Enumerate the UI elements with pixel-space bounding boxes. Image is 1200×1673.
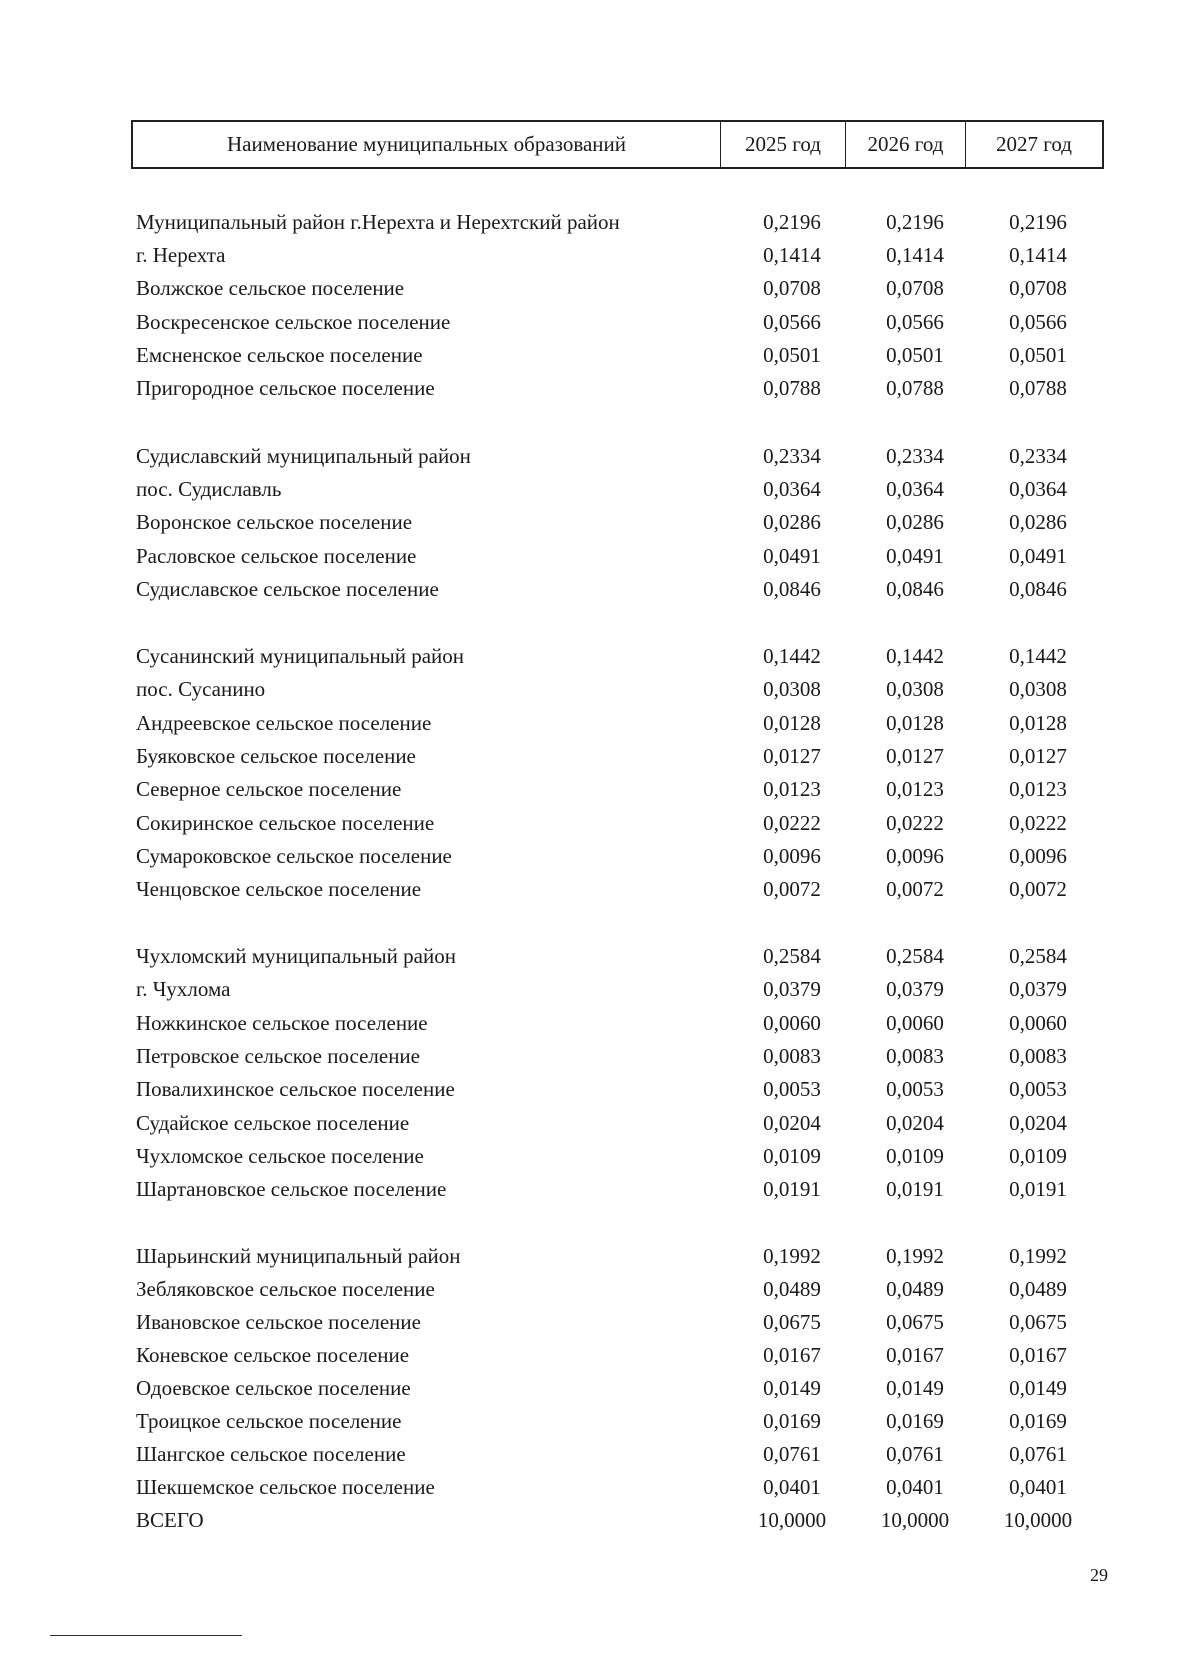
footnote-divider <box>50 1635 242 1636</box>
row-value-2025: 0,0167 <box>763 1343 821 1367</box>
row-value-2025: 0,0401 <box>763 1475 821 1499</box>
table-row <box>0 1040 1200 1072</box>
row-value-2026: 0,0379 <box>886 977 944 1001</box>
row-name: пос. Сусанино <box>136 677 266 701</box>
table-row <box>0 440 1200 472</box>
row-name: Судиславский муниципальный район <box>136 444 471 468</box>
row-name: Шекшемское сельское поселение <box>136 1475 435 1499</box>
header-name-column: Наименование муниципальных образований <box>133 122 721 167</box>
row-value-2025: 0,0149 <box>763 1376 821 1400</box>
row-value-2027: 0,0096 <box>1009 844 1067 868</box>
row-value-2025: 0,0489 <box>763 1277 821 1301</box>
table-row <box>0 1140 1200 1172</box>
row-value-2026: 0,0675 <box>886 1310 944 1334</box>
row-value-2026: 0,0489 <box>886 1277 944 1301</box>
table-row <box>0 573 1200 605</box>
table-row <box>0 1240 1200 1272</box>
table-row <box>0 1339 1200 1371</box>
row-name: пос. Судиславль <box>136 477 282 501</box>
row-value-2027: 0,0566 <box>1009 310 1067 334</box>
row-name: Волжское сельское поселение <box>136 276 405 300</box>
row-value-2025: 0,0204 <box>763 1111 821 1135</box>
row-name: Чухломское сельское поселение <box>136 1144 424 1168</box>
table-row <box>0 673 1200 705</box>
row-value-2027: 0,2196 <box>1009 210 1067 234</box>
row-name: Коневское сельское поселение <box>136 1343 410 1367</box>
row-value-2026: 0,0846 <box>886 577 944 601</box>
header-2025-column: 2025 год <box>721 122 846 167</box>
row-value-2025: 0,0123 <box>763 777 821 801</box>
row-value-2025: 0,0379 <box>763 977 821 1001</box>
row-name: Воскресенское сельское поселение <box>136 310 451 334</box>
row-value-2025: 0,0364 <box>763 477 821 501</box>
table-row <box>0 1107 1200 1139</box>
table-row <box>0 272 1200 304</box>
table-row <box>0 506 1200 538</box>
table-row <box>0 1372 1200 1404</box>
table-row <box>0 1471 1200 1503</box>
table-row <box>0 1273 1200 1305</box>
row-value-2025: 0,2196 <box>763 210 821 234</box>
row-name: Ивановское сельское поселение <box>136 1310 421 1334</box>
header-2026-column: 2026 год <box>846 122 966 167</box>
row-value-2026: 0,0191 <box>886 1177 944 1201</box>
table-row <box>0 239 1200 271</box>
row-name: Судиславское сельское поселение <box>136 577 439 601</box>
row-value-2027: 0,0491 <box>1009 544 1067 568</box>
row-value-2026: 0,0169 <box>886 1409 944 1433</box>
table-header <box>131 120 1104 169</box>
row-value-2025: 0,0491 <box>763 544 821 568</box>
row-value-2025: 0,0128 <box>763 711 821 735</box>
row-value-2027: 0,0401 <box>1009 1475 1067 1499</box>
row-value-2026: 0,0127 <box>886 744 944 768</box>
row-value-2027: 0,0675 <box>1009 1310 1067 1334</box>
table-row <box>0 640 1200 672</box>
row-value-2026: 0,1414 <box>886 243 944 267</box>
row-value-2027: 0,0364 <box>1009 477 1067 501</box>
row-name: Воронское сельское поселение <box>136 510 413 534</box>
header-2027-column: 2027 год <box>996 132 1072 156</box>
table-row <box>0 1306 1200 1338</box>
row-name: Троицкое сельское поселение <box>136 1409 402 1433</box>
row-value-2026: 0,0788 <box>886 376 944 400</box>
row-value-2025: 0,0788 <box>763 376 821 400</box>
table-row <box>0 372 1200 404</box>
table-row <box>0 339 1200 371</box>
row-name: Судайское сельское поселение <box>136 1111 410 1135</box>
row-value-2027: 0,0149 <box>1009 1376 1067 1400</box>
row-name: ВСЕГО <box>136 1508 204 1532</box>
table-row <box>0 540 1200 572</box>
table-row <box>0 840 1200 872</box>
row-value-2025: 0,0761 <box>763 1442 821 1466</box>
row-value-2025: 0,0072 <box>763 877 821 901</box>
row-value-2025: 0,1414 <box>763 243 821 267</box>
row-value-2027: 0,1414 <box>1009 243 1067 267</box>
table-row <box>0 306 1200 338</box>
row-value-2026: 0,0222 <box>886 811 944 835</box>
row-value-2025: 0,1442 <box>763 644 821 668</box>
row-value-2026: 0,0072 <box>886 877 944 901</box>
row-value-2027: 0,1992 <box>1009 1244 1067 1268</box>
row-value-2026: 0,0053 <box>886 1077 944 1101</box>
table-row <box>0 973 1200 1005</box>
table-row <box>0 473 1200 505</box>
row-value-2027: 0,0286 <box>1009 510 1067 534</box>
row-value-2027: 0,0127 <box>1009 744 1067 768</box>
row-value-2025: 0,0169 <box>763 1409 821 1433</box>
row-name: Одоевское сельское поселение <box>136 1376 411 1400</box>
page-number: 29 <box>1090 1565 1108 1585</box>
row-value-2026: 0,0149 <box>886 1376 944 1400</box>
row-value-2027: 0,0846 <box>1009 577 1067 601</box>
row-value-2025: 0,0566 <box>763 310 821 334</box>
row-name: Северное сельское поселение <box>136 777 402 801</box>
row-value-2025: 0,0708 <box>763 276 821 300</box>
row-value-2025: 0,2334 <box>763 444 821 468</box>
row-value-2027: 0,0761 <box>1009 1442 1067 1466</box>
row-value-2025: 0,0060 <box>763 1011 821 1035</box>
row-name: Сусанинский муниципальный район <box>136 644 465 668</box>
row-value-2026: 0,0060 <box>886 1011 944 1035</box>
row-value-2025: 0,0501 <box>763 343 821 367</box>
row-value-2026: 0,0123 <box>886 777 944 801</box>
row-value-2026: 0,0128 <box>886 711 944 735</box>
row-value-2027: 0,0379 <box>1009 977 1067 1001</box>
row-value-2027: 0,0308 <box>1009 677 1067 701</box>
row-value-2027: 0,0222 <box>1009 811 1067 835</box>
row-value-2027: 0,0169 <box>1009 1409 1067 1433</box>
row-value-2027: 0,0083 <box>1009 1044 1067 1068</box>
row-value-2027: 0,0788 <box>1009 376 1067 400</box>
row-name: Ножкинское сельское поселение <box>136 1011 428 1035</box>
row-value-2026: 0,0501 <box>886 343 944 367</box>
row-value-2025: 10,0000 <box>757 1508 827 1532</box>
row-value-2027: 0,0072 <box>1009 877 1067 901</box>
row-value-2027: 0,0489 <box>1009 1277 1067 1301</box>
row-value-2025: 0,0053 <box>763 1077 821 1101</box>
row-name: Шарьинский муниципальный район <box>136 1244 461 1268</box>
row-value-2026: 0,0708 <box>886 276 944 300</box>
row-value-2026: 0,0761 <box>886 1442 944 1466</box>
row-value-2025: 0,0286 <box>763 510 821 534</box>
row-value-2027: 0,0053 <box>1009 1077 1067 1101</box>
row-value-2026: 0,2334 <box>886 444 944 468</box>
table-row <box>0 1007 1200 1039</box>
row-value-2027: 10,0000 <box>1003 1508 1073 1532</box>
row-name: Сумароковское сельское поселение <box>136 844 452 868</box>
table-row <box>0 773 1200 805</box>
row-value-2027: 0,0128 <box>1009 711 1067 735</box>
row-value-2026: 0,0491 <box>886 544 944 568</box>
table-row <box>0 1438 1200 1470</box>
row-name: г. Нерехта <box>136 243 226 267</box>
row-value-2025: 0,0109 <box>763 1144 821 1168</box>
table-row <box>0 206 1200 238</box>
row-name: Буяковское сельское поселение <box>136 744 416 768</box>
row-value-2026: 10,0000 <box>880 1508 950 1532</box>
row-value-2025: 0,2584 <box>763 944 821 968</box>
row-name: Пригородное сельское поселение <box>136 376 435 400</box>
row-value-2027: 0,0060 <box>1009 1011 1067 1035</box>
row-value-2026: 0,2584 <box>886 944 944 968</box>
row-value-2026: 0,0167 <box>886 1343 944 1367</box>
table-row <box>0 1073 1200 1105</box>
row-value-2026: 0,0109 <box>886 1144 944 1168</box>
row-name: Чухломский муниципальный район <box>136 944 456 968</box>
row-value-2027: 0,0708 <box>1009 276 1067 300</box>
row-value-2026: 0,0566 <box>886 310 944 334</box>
row-name: Петровское сельское поселение <box>136 1044 420 1068</box>
row-value-2026: 0,0204 <box>886 1111 944 1135</box>
row-name: Андреевское сельское поселение <box>136 711 432 735</box>
row-value-2027: 0,2334 <box>1009 444 1067 468</box>
row-value-2025: 0,1992 <box>763 1244 821 1268</box>
row-value-2025: 0,0191 <box>763 1177 821 1201</box>
table-row <box>0 1405 1200 1437</box>
row-value-2027: 0,2584 <box>1009 944 1067 968</box>
row-name: Ченцовское сельское поселение <box>136 877 422 901</box>
table-row <box>0 1173 1200 1205</box>
row-value-2027: 0,0167 <box>1009 1343 1067 1367</box>
row-value-2025: 0,0846 <box>763 577 821 601</box>
row-value-2026: 0,0083 <box>886 1044 944 1068</box>
row-value-2025: 0,0308 <box>763 677 821 701</box>
row-value-2026: 0,2196 <box>886 210 944 234</box>
row-name: Расловское сельское поселение <box>136 544 417 568</box>
row-value-2026: 0,1442 <box>886 644 944 668</box>
row-value-2027: 0,1442 <box>1009 644 1067 668</box>
row-value-2025: 0,0222 <box>763 811 821 835</box>
row-name: Емсненское сельское поселение <box>136 343 423 367</box>
row-value-2027: 0,0501 <box>1009 343 1067 367</box>
row-name: Повалихинское сельское поселение <box>136 1077 455 1101</box>
row-name: Шартановское сельское поселение <box>136 1177 447 1201</box>
row-value-2026: 0,0364 <box>886 477 944 501</box>
row-value-2027: 0,0204 <box>1009 1111 1067 1135</box>
row-name: Муниципальный район г.Нерехта и Нерехтский район <box>136 210 620 234</box>
row-name: г. Чухлома <box>136 977 231 1001</box>
row-name: Шангское сельское поселение <box>136 1442 406 1466</box>
row-value-2025: 0,0083 <box>763 1044 821 1068</box>
row-value-2025: 0,0675 <box>763 1310 821 1334</box>
row-value-2026: 0,0096 <box>886 844 944 868</box>
row-value-2026: 0,0308 <box>886 677 944 701</box>
row-name: Сокиринское сельское поселение <box>136 811 435 835</box>
table-row-total <box>0 1504 1200 1536</box>
row-value-2025: 0,0096 <box>763 844 821 868</box>
row-value-2025: 0,0127 <box>763 744 821 768</box>
table-row <box>0 873 1200 905</box>
row-value-2026: 0,1992 <box>886 1244 944 1268</box>
row-value-2027: 0,0123 <box>1009 777 1067 801</box>
row-value-2027: 0,0109 <box>1009 1144 1067 1168</box>
table-row <box>0 807 1200 839</box>
table-row <box>0 707 1200 739</box>
row-value-2026: 0,0401 <box>886 1475 944 1499</box>
table-row <box>0 740 1200 772</box>
row-value-2027: 0,0191 <box>1009 1177 1067 1201</box>
row-value-2026: 0,0286 <box>886 510 944 534</box>
row-name: Зебляковское сельское поселение <box>136 1277 435 1301</box>
table-row <box>0 940 1200 972</box>
